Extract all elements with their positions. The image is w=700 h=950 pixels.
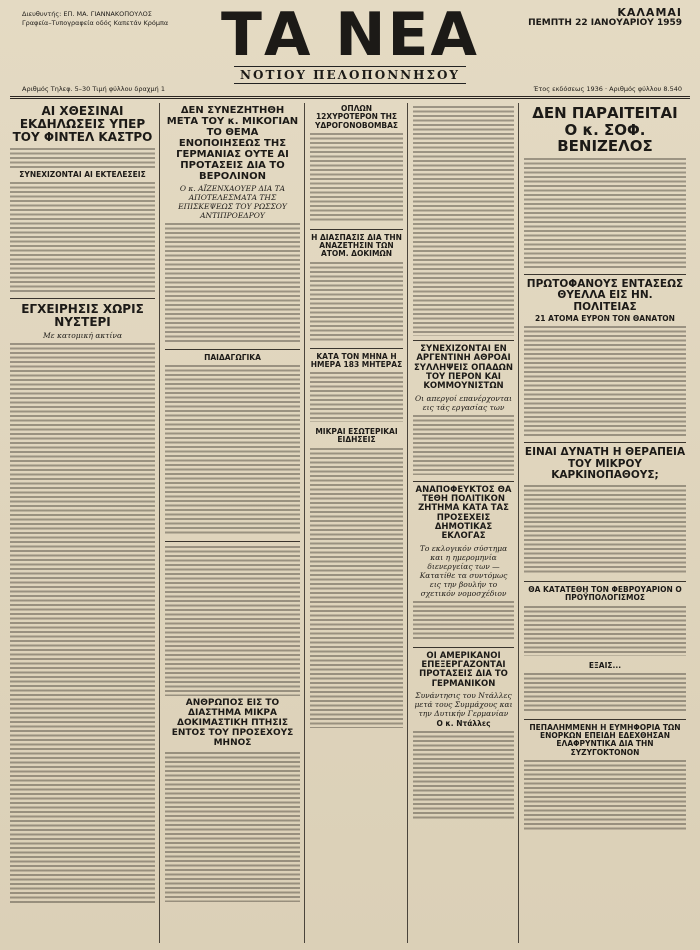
headline-storm: ΠΡΩΤΟΦΑΝΟΥΣ ΕΝΤΑΣΕΩΣ ΘΥΕΛΛΑ ΕΙΣ ΗΝ. ΠΟΛΙΤΕΙΑΣ bbox=[526, 277, 684, 313]
column-3 bbox=[310, 103, 408, 943]
article-text bbox=[413, 106, 514, 336]
divider bbox=[310, 348, 403, 349]
divider bbox=[524, 274, 686, 275]
subhead-executions: ΣΥΝΕΧΙΖΟΝΤΑΙ ΑΙ ΕΚΤΕΛΕΣΕΙΣ bbox=[19, 169, 146, 179]
article-hbomb bbox=[310, 105, 403, 223]
article-text bbox=[524, 158, 686, 268]
masthead bbox=[10, 0, 690, 99]
column-1 bbox=[10, 103, 160, 943]
divider bbox=[165, 349, 300, 350]
headline-mikoyan: ΔΕΝ ΣΥΝΕΖΗΤΗΘΗ ΜΕΤΑ ΤΟΥ κ. ΜΙΚΟΓΙΑΝ ΤΟ ΘΕΜΑ ΕΝΟΠΟΙΗΣΕΩΣ ΤΗΣ ΓΕΡΜΑΝΙΑΣ ΟΥΤΕ ΑΙ ΠΡΟΤΑΣΕΙΣ ΔΙΑ ΤΟ ΒΕΡΟΛΙΝΟΝ bbox=[166, 105, 299, 182]
divider bbox=[524, 442, 686, 443]
article-castro bbox=[10, 105, 155, 292]
article-argentina bbox=[413, 345, 514, 475]
headline-american: ΟΙ ΑΜΕΡΙΚΑΝΟΙ ΕΠΕΞΕΡΓΑΖΟΝΤΑΙ ΠΡΟΤΑΣΕΙΣ ΔΙΑ ΤΟ ΓΕΡΜΑΝΙΚΟΝ bbox=[419, 650, 508, 689]
newspaper-title: ΤΑ ΝΕΑ bbox=[221, 0, 479, 70]
headline-hbomb: ΟΠΛΩΝ 12ΧΥΡΟΤΕΡΟΝ ΤΗΣ ΥΔΡΟΓΟΝΟΒΟΜΒΑΣ bbox=[314, 104, 399, 130]
article-text bbox=[10, 182, 155, 292]
headline-castro: ΑΙ ΧΘΕΣΙΝΑΙ ΕΚΔΗΛΩΣΕΙΣ ΥΠΕΡ ΤΟΥ ΦΙΝΤΕΛ ΚΑΣΤΡΟ bbox=[12, 104, 153, 145]
city-name: ΚΑΛΑΜΑΙ bbox=[617, 6, 682, 19]
issue-date: ΠΕΜΠΤΗ 22 ΙΑΝΟΥΑΡΙΟΥ 1959 bbox=[528, 18, 682, 28]
headline-atomic-tests: Η ΔΙΑΣΠΑΣΙΣ ΔΙΑ ΤΗΝ ΑΝΑΖΕΤΗΣΙΝ ΤΩΝ ΑΤΟΜ. ΔΟΚΙΜΩΝ bbox=[311, 232, 402, 259]
masthead-right-info bbox=[502, 8, 682, 28]
deck-storm: 21 ΑΤΟΜΑ ΕΥΡΟΝ ΤΟΝ ΘΑΝΑΤΟΝ bbox=[535, 314, 675, 324]
article-venizelos bbox=[524, 105, 686, 268]
article-text bbox=[524, 760, 686, 830]
article-text bbox=[524, 673, 686, 713]
headline-cancer: ΕΙΝΑΙ ΔΥΝΑΤΗ Η ΘΕΡΑΠΕΙΑ ΤΟΥ ΜΙΚΡΟΥ ΚΑΡΚΙΝΟΠΑΘΟΥΣ; bbox=[524, 446, 686, 482]
column-5 bbox=[524, 103, 690, 943]
article-text bbox=[310, 133, 403, 223]
divider bbox=[165, 541, 300, 542]
phone-price-line: Αριθμός Τηλεφ. 5–30 Τιμή φύλλου δραχμή 1 bbox=[22, 85, 165, 93]
article-text bbox=[165, 752, 300, 902]
divider bbox=[413, 340, 514, 341]
article-misc-news bbox=[310, 428, 403, 728]
article-jurors bbox=[524, 724, 686, 830]
article-text bbox=[524, 326, 686, 436]
divider bbox=[310, 229, 403, 230]
article-mothers-day bbox=[310, 353, 403, 423]
issue-number: Αριθμός φύλλου 8.540 bbox=[609, 85, 682, 93]
deck-argentina: Οι απεργοί επανέρχονται εις τάς εργασίας των bbox=[414, 393, 512, 412]
deck-american: Συνάντησις του Ντάλλες μετά τους Συμμάχους και την Δυτικήν Γερμανίαν bbox=[414, 691, 513, 719]
masthead-bottom-line: Αριθμός Τηλεφ. 5–30 Τιμή φύλλου δραχμή 1 Έτος εκδόσεως 1936 · Αριθμός φύλλου 8.540 bbox=[22, 85, 682, 93]
headline-jurors: ΠΕΠΑΛΗΜΜΕΝΗ Η ΕΥΜΗΦΟΡΙΑ ΤΩΝ ΕΝΟΡΚΩΝ ΕΠΕΙΔΗ ΕΔΕΧΘΗΣΑΝ ΕΛΑΦΡΥΝΤΙΚΑ ΔΙΑ ΤΗΝ ΣΥΖΥΓΟΚΤΟΝΟΝ bbox=[529, 722, 681, 757]
article-atomic-tests bbox=[310, 234, 403, 342]
article-text bbox=[524, 606, 686, 656]
offices-line: Γραφεία–Τυπογραφεία οδός Καπετάν Κρόμπα bbox=[22, 19, 169, 27]
headline-pedagogy: ΠΑΙΔΑΓΩΓΙΚΑ bbox=[204, 353, 261, 362]
article-storm bbox=[524, 279, 686, 437]
article-text bbox=[310, 262, 403, 342]
divider bbox=[413, 481, 514, 482]
article-space bbox=[165, 699, 300, 901]
masthead-left-info bbox=[22, 10, 212, 28]
article-text bbox=[413, 415, 514, 475]
deck-mikoyan: Ο κ. ΑΪΖΕΝΧΑΟΥΕΡ ΔΙΑ ΤΑ ΑΠΟΤΕΛΕΣΜΑΤΑ ΤΗΣ ΕΠΙΣΚΕΨΕΩΣ ΤΟΥ ΡΩΣΣΟΥ ΑΝΤΙΠΡΟΕΔΡΟΥ bbox=[178, 184, 287, 220]
columns bbox=[10, 103, 690, 943]
article-american bbox=[413, 652, 514, 822]
article-cancer bbox=[524, 447, 686, 575]
article-text bbox=[413, 731, 514, 821]
article-budget bbox=[524, 586, 686, 656]
headline-venizelos: ΔΕΝ ΠΑΡΑΙΤΕΙΤΑΙ Ο κ. ΣΟΦ. ΒΕΝΙΖΕΛΟΣ bbox=[532, 104, 678, 155]
article-text bbox=[413, 601, 514, 641]
headline-argentina: ΣΥΝΕΧΙΖΟΝΤΑΙ ΕΝ ΑΡΓΕΝΤΙΝΗ ΑΘΡΟΑΙ ΣΥΛΛΗΨΕΙΣ ΟΠΑΔΩΝ ΤΟΥ ΠΕΡΟΝ ΚΑΙ ΚΟΜΜΟΥΝΙΣΤΩΝ bbox=[413, 344, 514, 392]
article-text bbox=[10, 148, 155, 168]
director-line: Διευθυντής: ΕΠ. ΜΑ. ΓΙΑΝΝΑΚΟΠΟΥΛΟΣ bbox=[22, 10, 152, 18]
article-text bbox=[310, 448, 403, 728]
subhead-dulles: Ο κ. Ντάλλες bbox=[436, 719, 491, 729]
article-text bbox=[165, 223, 300, 343]
article-surgery bbox=[10, 303, 155, 903]
deck-political: Το εκλογικόν σύστημα και η ημερομηνία διενεργείας των — Κατατίθε τα συντόμως εις την βουλήν το σχετικόν νομοσχέδιον bbox=[419, 543, 508, 598]
article-text bbox=[10, 343, 155, 903]
publication-year: Έτος εκδόσεως 1936 bbox=[533, 85, 603, 93]
headline-misc-news: ΜΙΚΡΑΙ ΕΣΩΤΕΡΙΚΑΙ ΕΙΔΗΣΕΙΣ bbox=[315, 427, 398, 445]
divider bbox=[413, 647, 514, 648]
newspaper-title-block bbox=[215, 0, 485, 84]
article-text bbox=[310, 372, 403, 422]
divider bbox=[524, 581, 686, 582]
divider bbox=[10, 298, 155, 299]
headline-space: ΑΝΘΡΩΠΟΣ ΕΙΣ ΤΟ ΔΙΑΣΤΗΜΑ ΜΙΚΡΑ ΔΟΚΙΜΑΣΤΙΚΗ ΠΤΗΣΙΣ ΕΝΤΟΣ ΤΟΥ ΠΡΟΣΕΧΟΥΣ ΜΗΝΟΣ bbox=[171, 698, 294, 748]
headline-political: ΑΝΑΠΟΦΕΥΚΤΟΣ ΘΑ ΤΕΘΗ ΠΟΛΙΤΙΚΟΝ ΖΗΤΗΜΑ ΚΑΤΑ ΤΑΣ ΠΡΟΣΕΧΕΙΣ ΔΗΜΟΤΙΚΑΣ ΕΚΛΟΓΑΣ bbox=[415, 484, 512, 542]
headline-exair: ΕΞΑΙΣ... bbox=[588, 660, 622, 670]
article-text bbox=[524, 485, 686, 575]
headline-surgery: ΕΓΧΕΙΡΗΣΙΣ ΧΩΡΙΣ ΝΥΣΤΕΡΙ bbox=[21, 301, 144, 329]
article-mikoyan bbox=[165, 105, 300, 343]
deck-surgery: Με κατομική ακτίνα bbox=[42, 331, 123, 341]
column-2 bbox=[165, 103, 305, 943]
column-4 bbox=[413, 103, 519, 943]
article-exair bbox=[524, 662, 686, 713]
divider bbox=[524, 719, 686, 720]
article-pedagogy bbox=[165, 354, 300, 535]
newspaper-subtitle: ΝΟΤΙΟΥ ΠΕΛΟΠΟΝΝΗΣΟΥ bbox=[234, 66, 466, 84]
headline-mothers-day: ΚΑΤΑ ΤΟΝ ΜΗΝΑ Η ΗΜΕΡΑ 183 ΜΗΤΕΡΑΣ bbox=[310, 351, 403, 369]
article-text bbox=[165, 546, 300, 696]
headline-budget: ΘΑ ΚΑΤΑΤΕΘΗ ΤΟΝ ΦΕΒΡΟΥΑΡΙΟΝ Ο ΠΡΟΫΠΟΛΟΓΙΣΜΟΣ bbox=[528, 585, 682, 603]
article-text bbox=[165, 365, 300, 535]
article-political bbox=[413, 486, 514, 641]
